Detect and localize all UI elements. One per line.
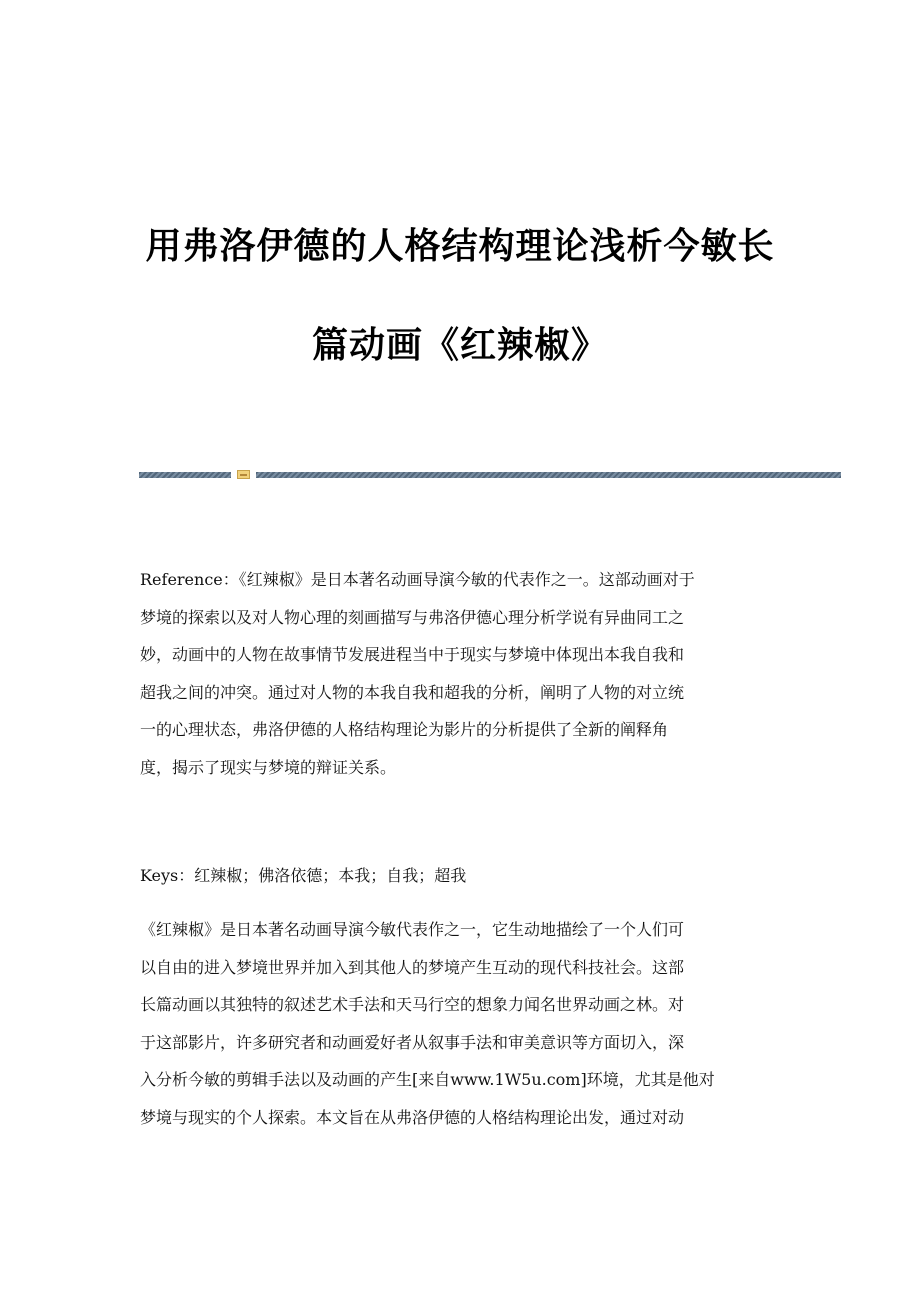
body-line: 《红辣椒》是日本著名动画导演今敏代表作之一，它生动地描绘了一个人们可 [140,920,685,939]
divider-ornament-icon [237,470,250,479]
body-paragraph [140,911,780,1136]
body-line: 入分析今敏的剪辑手法以及动画的产生[来自www.1W5u.com]环境，尤其是他对 [140,1070,715,1089]
body-line: 于这部影片，许多研究者和动画爱好者从叙事手法和审美意识等方面切入，深 [140,1032,685,1052]
abstract-line: 梦境的探索以及对人物心理的刻画描写与弗洛伊德心理分析学说有异曲同工之 [140,607,685,627]
document-title-line-1: 用弗洛伊德的人格结构理论浅析今敏长 [145,226,775,267]
abstract-paragraph [140,561,780,786]
title-divider [139,470,841,480]
divider-bar-right [256,472,841,478]
body-line: 长篇动画以其独特的叙述艺术手法和天马行空的想象力闻名世界动画之林。对 [140,995,685,1014]
divider-bar-left [139,472,231,478]
body-line: 梦境与现实的个人探索。本文旨在从弗洛伊德的人格结构理论出发，通过对动 [140,1107,685,1127]
body-line: 以自由的进入梦境世界并加入到其他人的梦境产生互动的现代科技社会。这部 [140,957,685,977]
document-title-line-2: 篇动画《红辣椒》 [311,325,608,366]
abstract-line: 超我之间的冲突。通过对人物的本我自我和超我的分析，阐明了人物的对立统 [140,682,685,702]
keywords-line: Keys：红辣椒；佛洛依德；本我；自我；超我 [140,866,467,885]
abstract-line: 度，揭示了现实与梦境的辩证关系。 [140,757,397,777]
abstract-line: Reference：《红辣椒》是日本著名动画导演今敏的代表作之一。这部动画对于 [140,570,695,589]
abstract-line: 一的心理状态，弗洛伊德的人格结构理论为影片的分析提供了全新的阐释角 [140,720,669,739]
abstract-line: 妙，动画中的人物在故事情节发展进程当中于现实与梦境中体现出本我自我和 [140,645,685,664]
